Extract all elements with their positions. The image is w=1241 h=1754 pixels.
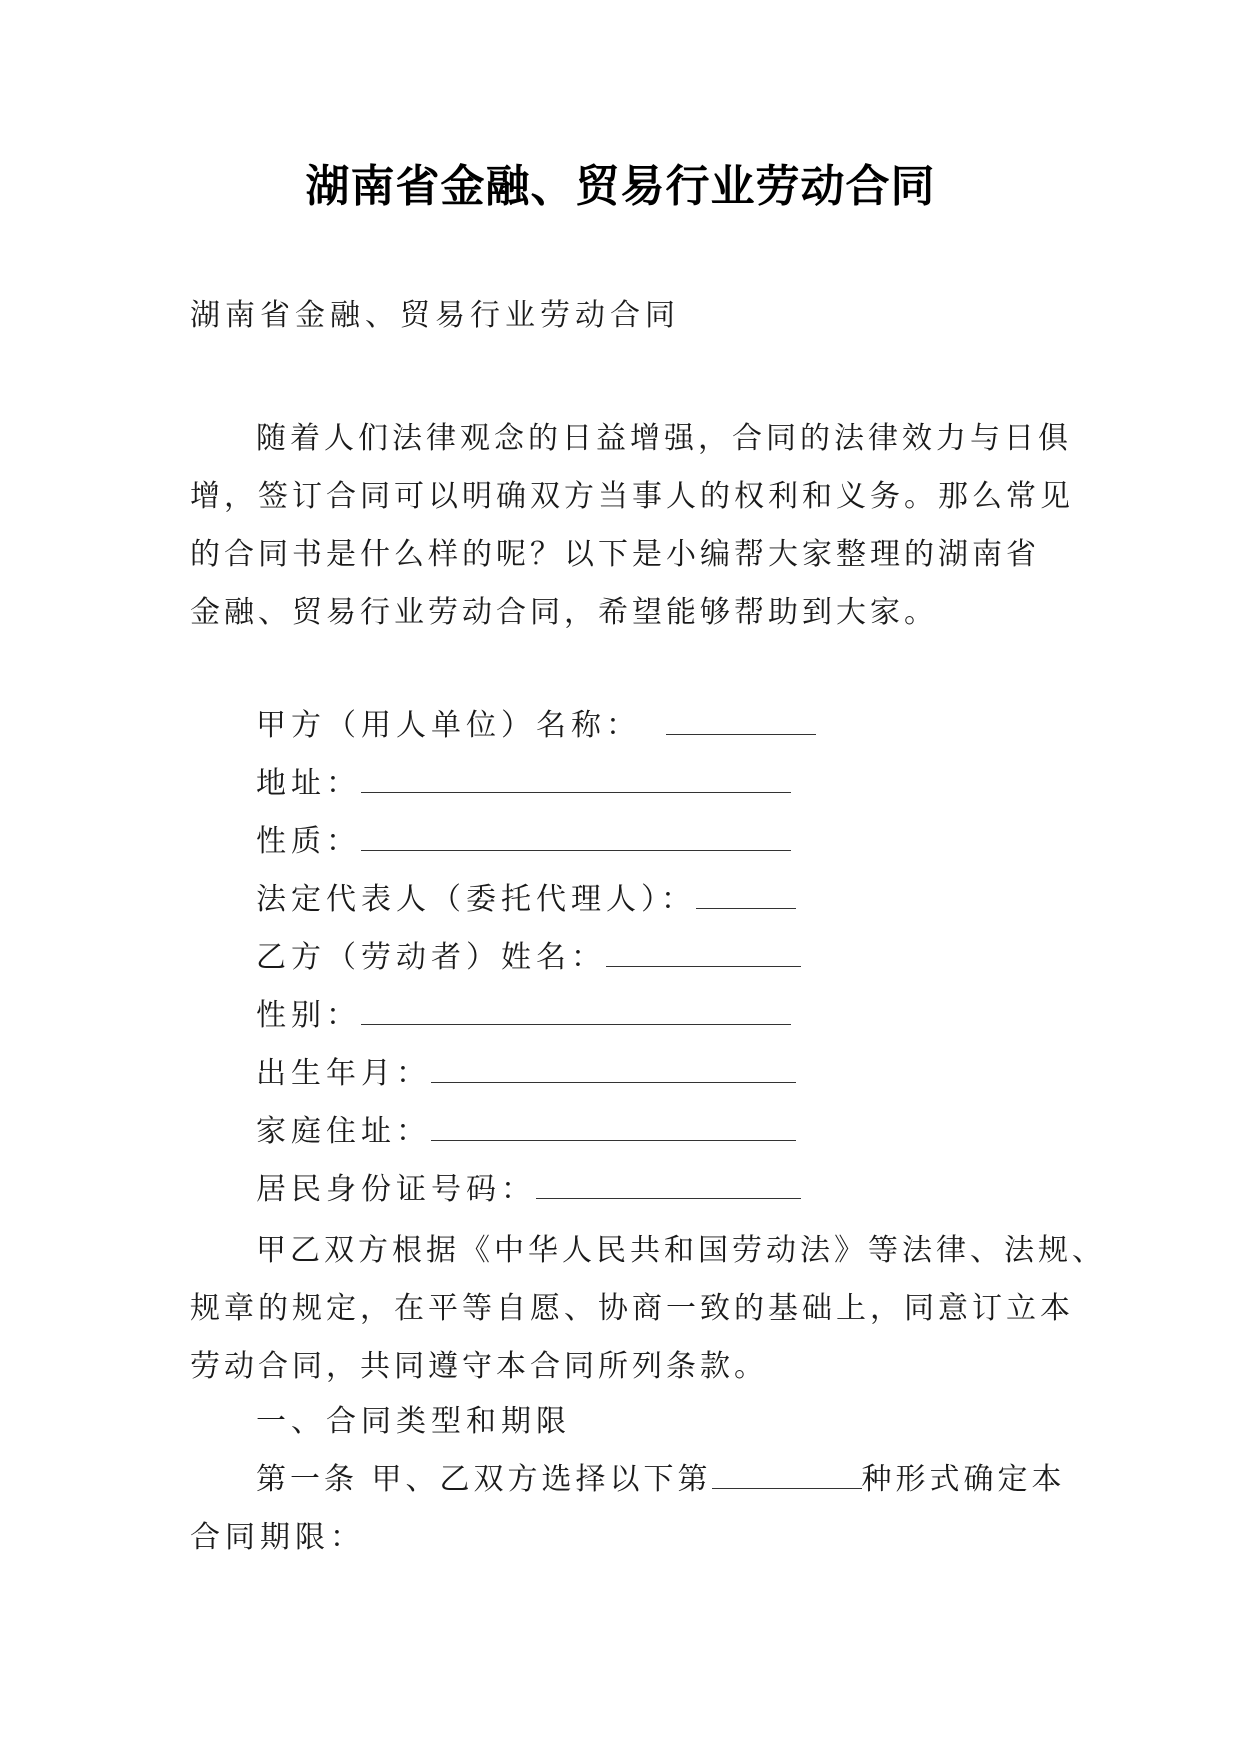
- field-home-address: [256, 1106, 796, 1149]
- intro-line-1: 随着人们法律观念的日益增强，合同的法律效力与日俱: [256, 421, 1072, 456]
- field-label: 居民身份证号码：: [256, 1172, 536, 1207]
- field-label: 甲方（用人单位）名称：: [256, 708, 641, 743]
- field-id-number: [256, 1164, 801, 1207]
- birth-blank[interactable]: [431, 1056, 796, 1083]
- field-birth: [256, 1048, 796, 1091]
- intro-paragraph: [190, 410, 1074, 642]
- field-party-b-name: [256, 932, 801, 975]
- field-label: 出生年月：: [256, 1056, 431, 1091]
- gender-blank[interactable]: [361, 998, 791, 1025]
- intro-line-3: 的合同书是什么样的呢？以下是小编帮大家整理的湖南省: [190, 537, 1040, 572]
- agreement-line-2: 规章的规定，在平等自愿、协商一致的基础上，同意订立本: [190, 1291, 1074, 1326]
- party-a-name-blank[interactable]: [666, 708, 816, 735]
- article-1-line-2: 合同期限：: [190, 1520, 365, 1555]
- home-address-blank[interactable]: [431, 1114, 796, 1141]
- field-party-a-name: [256, 700, 816, 743]
- nature-blank[interactable]: [361, 824, 791, 851]
- article-1-blank[interactable]: [712, 1462, 862, 1489]
- legal-rep-blank[interactable]: [696, 882, 796, 909]
- intro-line-2: 增，签订合同可以明确双方当事人的权利和义务。那么常见: [190, 479, 1074, 514]
- field-address: [256, 758, 791, 801]
- address-blank[interactable]: [361, 766, 791, 793]
- intro-line-4: 金融、贸易行业劳动合同，希望能够帮助到大家。: [190, 595, 938, 630]
- party-b-name-blank[interactable]: [606, 940, 801, 967]
- id-number-blank[interactable]: [536, 1172, 801, 1199]
- article-1-part-1: 第一条 甲、乙双方选择以下第: [256, 1462, 712, 1497]
- field-label: 乙方（劳动者）姓名：: [256, 940, 606, 975]
- agreement-line-3: 劳动合同，共同遵守本合同所列条款。: [190, 1349, 768, 1384]
- field-legal-rep: [256, 874, 796, 917]
- field-label: 性质：: [256, 824, 361, 859]
- section-1-heading: 一、合同类型和期限: [256, 1404, 571, 1439]
- document-subtitle: 湖南省金融、贸易行业劳动合同: [190, 298, 680, 333]
- field-nature: [256, 816, 791, 859]
- field-label: 法定代表人（委托代理人）：: [256, 882, 696, 917]
- field-gender: [256, 990, 791, 1033]
- article-1-part-2: 种形式确定本: [861, 1462, 1066, 1497]
- agreement-line-1: 甲乙双方根据《中华人民共和国劳动法》等法律、法规、: [256, 1233, 1106, 1268]
- field-label: 性别：: [256, 998, 361, 1033]
- document-title: 湖南省金融、贸易行业劳动合同: [305, 161, 936, 212]
- agreement-paragraph: [190, 1222, 1106, 1396]
- field-label: 地址：: [256, 766, 361, 801]
- field-label: 家庭住址：: [256, 1114, 431, 1149]
- article-1: [256, 1454, 1066, 1497]
